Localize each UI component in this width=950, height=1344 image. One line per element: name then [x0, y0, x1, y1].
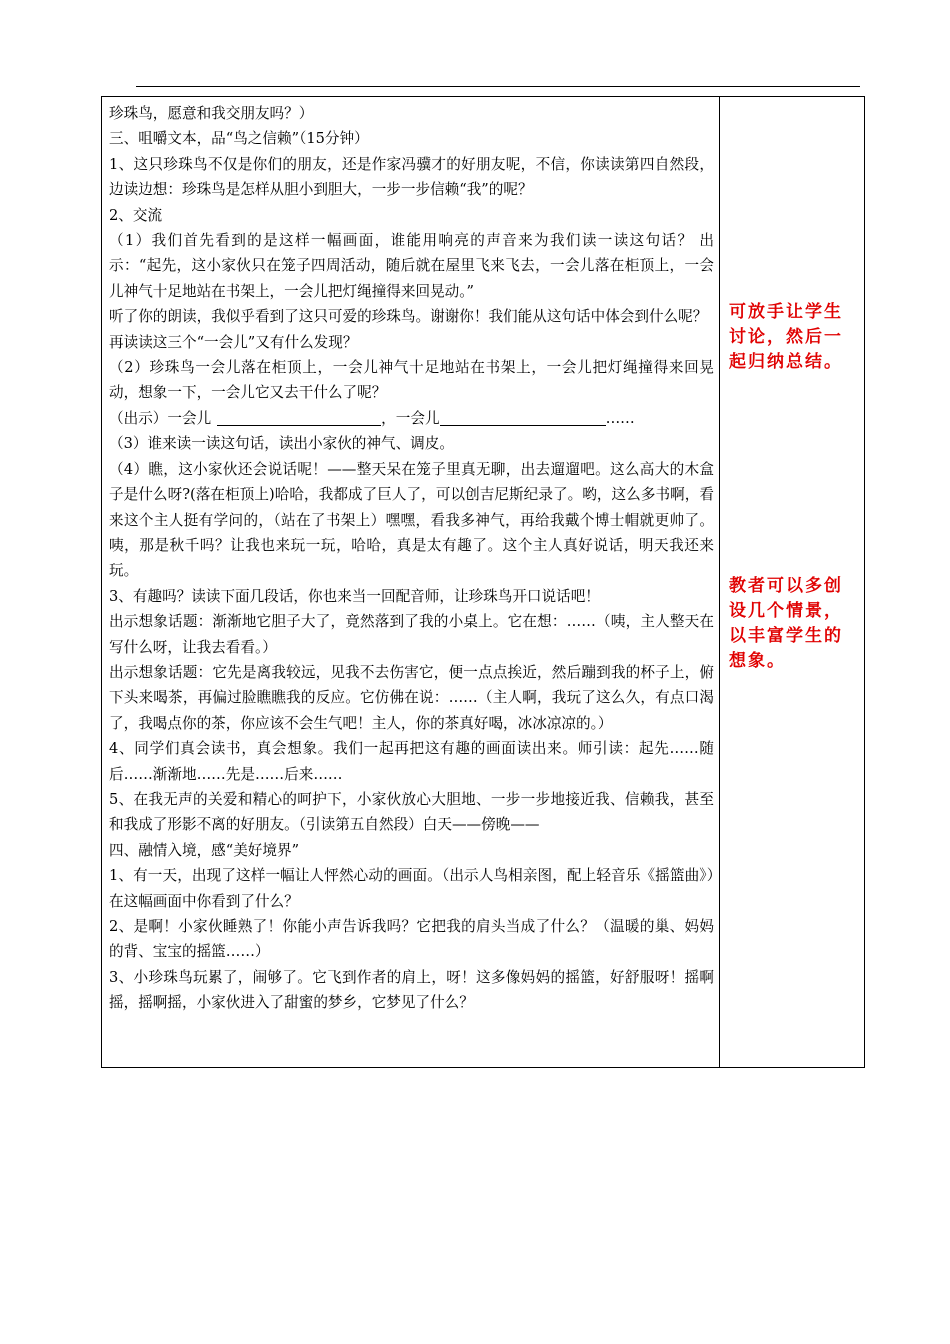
- lesson-line: 珍珠鸟，愿意和我交朋友吗？）: [109, 105, 314, 122]
- teacher-notes-cell: [720, 97, 864, 1067]
- fill-in-middle: ，一会儿: [381, 409, 440, 427]
- lesson-line: 再读读这三个“一会儿”又有什么发现？: [109, 333, 358, 351]
- lesson-line: 2、交流: [109, 206, 163, 224]
- lesson-line: 3、小珍珠鸟玩累了，闹够了。它飞到作者的肩上，呀！这多像妈妈的摇篮，好舒服呀！摇啊摇，摇啊摇，小家伙进入了甜蜜的梦乡，它梦见了什么？: [109, 968, 714, 1012]
- section-heading: 三、咀嚼文本，品“鸟之信赖”（15分钟）: [109, 130, 369, 148]
- lesson-line: 4、同学们真会读书，真会想象。我们一起再把这有趣的画面读出来。师引读：起先……随后……渐渐地……先是……后来……: [109, 740, 714, 783]
- section-heading: 四、融情入境，感“美好境界”: [109, 841, 300, 859]
- lesson-line: 2、是啊！小家伙睡熟了！你能小声告诉我吗？它把我的肩头当成了什么？（温暖的巢、妈妈的背、宝宝的摇篮……）: [109, 918, 714, 961]
- lesson-line: 出示想象话题：渐渐地它胆子大了，竟然落到了我的小桌上。它在想：……（咦，主人整天在写什么呀，让我去看看。）: [109, 613, 714, 656]
- fill-in-line: [109, 406, 714, 431]
- lesson-table: [101, 96, 865, 1068]
- fill-in-blank: [440, 408, 606, 426]
- fill-in-suffix: ……: [605, 409, 635, 427]
- fill-in-blank: [217, 408, 381, 426]
- lesson-line: （4）瞧，这小家伙还会说话呢！——整天呆在笼子里真无聊，出去遛遛吧。这么高大的木盒子是什么呀?(落在柜顶上)哈哈，我都成了巨人了，可以创吉尼斯纪录了。哟，这么多书啊，看来这个主人挺有学问的，（站在了书架上）嘿嘿，看我多神气，再给我戴个博士帽就更帅了。咦，那是秋千吗？让我也来玩一玩，哈哈，真是太有趣了。这个主人真好说话，明天我还来玩。: [109, 460, 714, 580]
- lesson-line: 1、有一天，出现了这样一幅让人怦然心动的画面。（出示人鸟相亲图，配上轻音乐《摇篮曲》）在这幅画面中你看到了什么？: [109, 867, 714, 910]
- lesson-line: （2）珍珠鸟一会儿落在柜顶上，一会儿神气十足地站在书架上，一会儿把灯绳撞得来回晃动，想象一下，一会儿它又去干什么了呢？: [109, 359, 714, 402]
- lesson-line: （1）我们首先看到的是这样一幅画面，谁能用响亮的声音来为我们读一读这句话？ 出示：“起先，这小家伙只在笼子四周活动，随后就在屋里飞来飞去，一会儿落在柜顶上，一会儿神气十足地站在书架上，一会儿把灯绳撞得来回晃动。”: [109, 232, 714, 300]
- lesson-line: 1、这只珍珠鸟不仅是你们的朋友，还是作家冯骥才的好朋友呢，不信，你读读第四自然段，边读边想：珍珠鸟是怎样从胆小到胆大，一步一步信赖“我”的呢？: [109, 155, 714, 199]
- lesson-line: 3、有趣吗？读读下面几段话，你也来当一回配音师，让珍珠鸟开口说话吧！: [109, 587, 600, 605]
- lesson-content-cell: [102, 97, 720, 1067]
- lesson-line: 出示想象话题：它先是离我较远，见我不去伤害它，便一点点挨近，然后蹦到我的杯子上，俯下头来喝茶，再偏过脸瞧瞧我的反应。它仿佛在说：……（主人啊，我玩了这么久，有点口渴了，我喝点你的茶，你应该不会生气吧！主人，你的茶真好喝，冰冰凉凉的。）: [109, 663, 714, 732]
- lesson-line: 听了你的朗读，我似乎看到了这只可爱的珍珠鸟。谢谢你！我们能从这句话中体会到什么呢？: [109, 308, 708, 326]
- lesson-line: （3）谁来读一读这句话，读出小家伙的神气、调皮。: [109, 435, 454, 453]
- teacher-note: 教者可以多创设几个情景，以丰富学生的想象。: [729, 576, 843, 671]
- fill-in-prefix: （出示）一会儿: [109, 409, 212, 427]
- lesson-line: 5、在我无声的关爱和精心的呵护下，小家伙放心大胆地、一步一步地接近我、信赖我，甚至和我成了形影不离的好朋友。（引读第五自然段）白天——傍晚——: [109, 790, 714, 834]
- header-rule: [136, 86, 860, 87]
- teacher-note: 可放手让学生讨论，然后一起归纳总结。: [729, 302, 843, 372]
